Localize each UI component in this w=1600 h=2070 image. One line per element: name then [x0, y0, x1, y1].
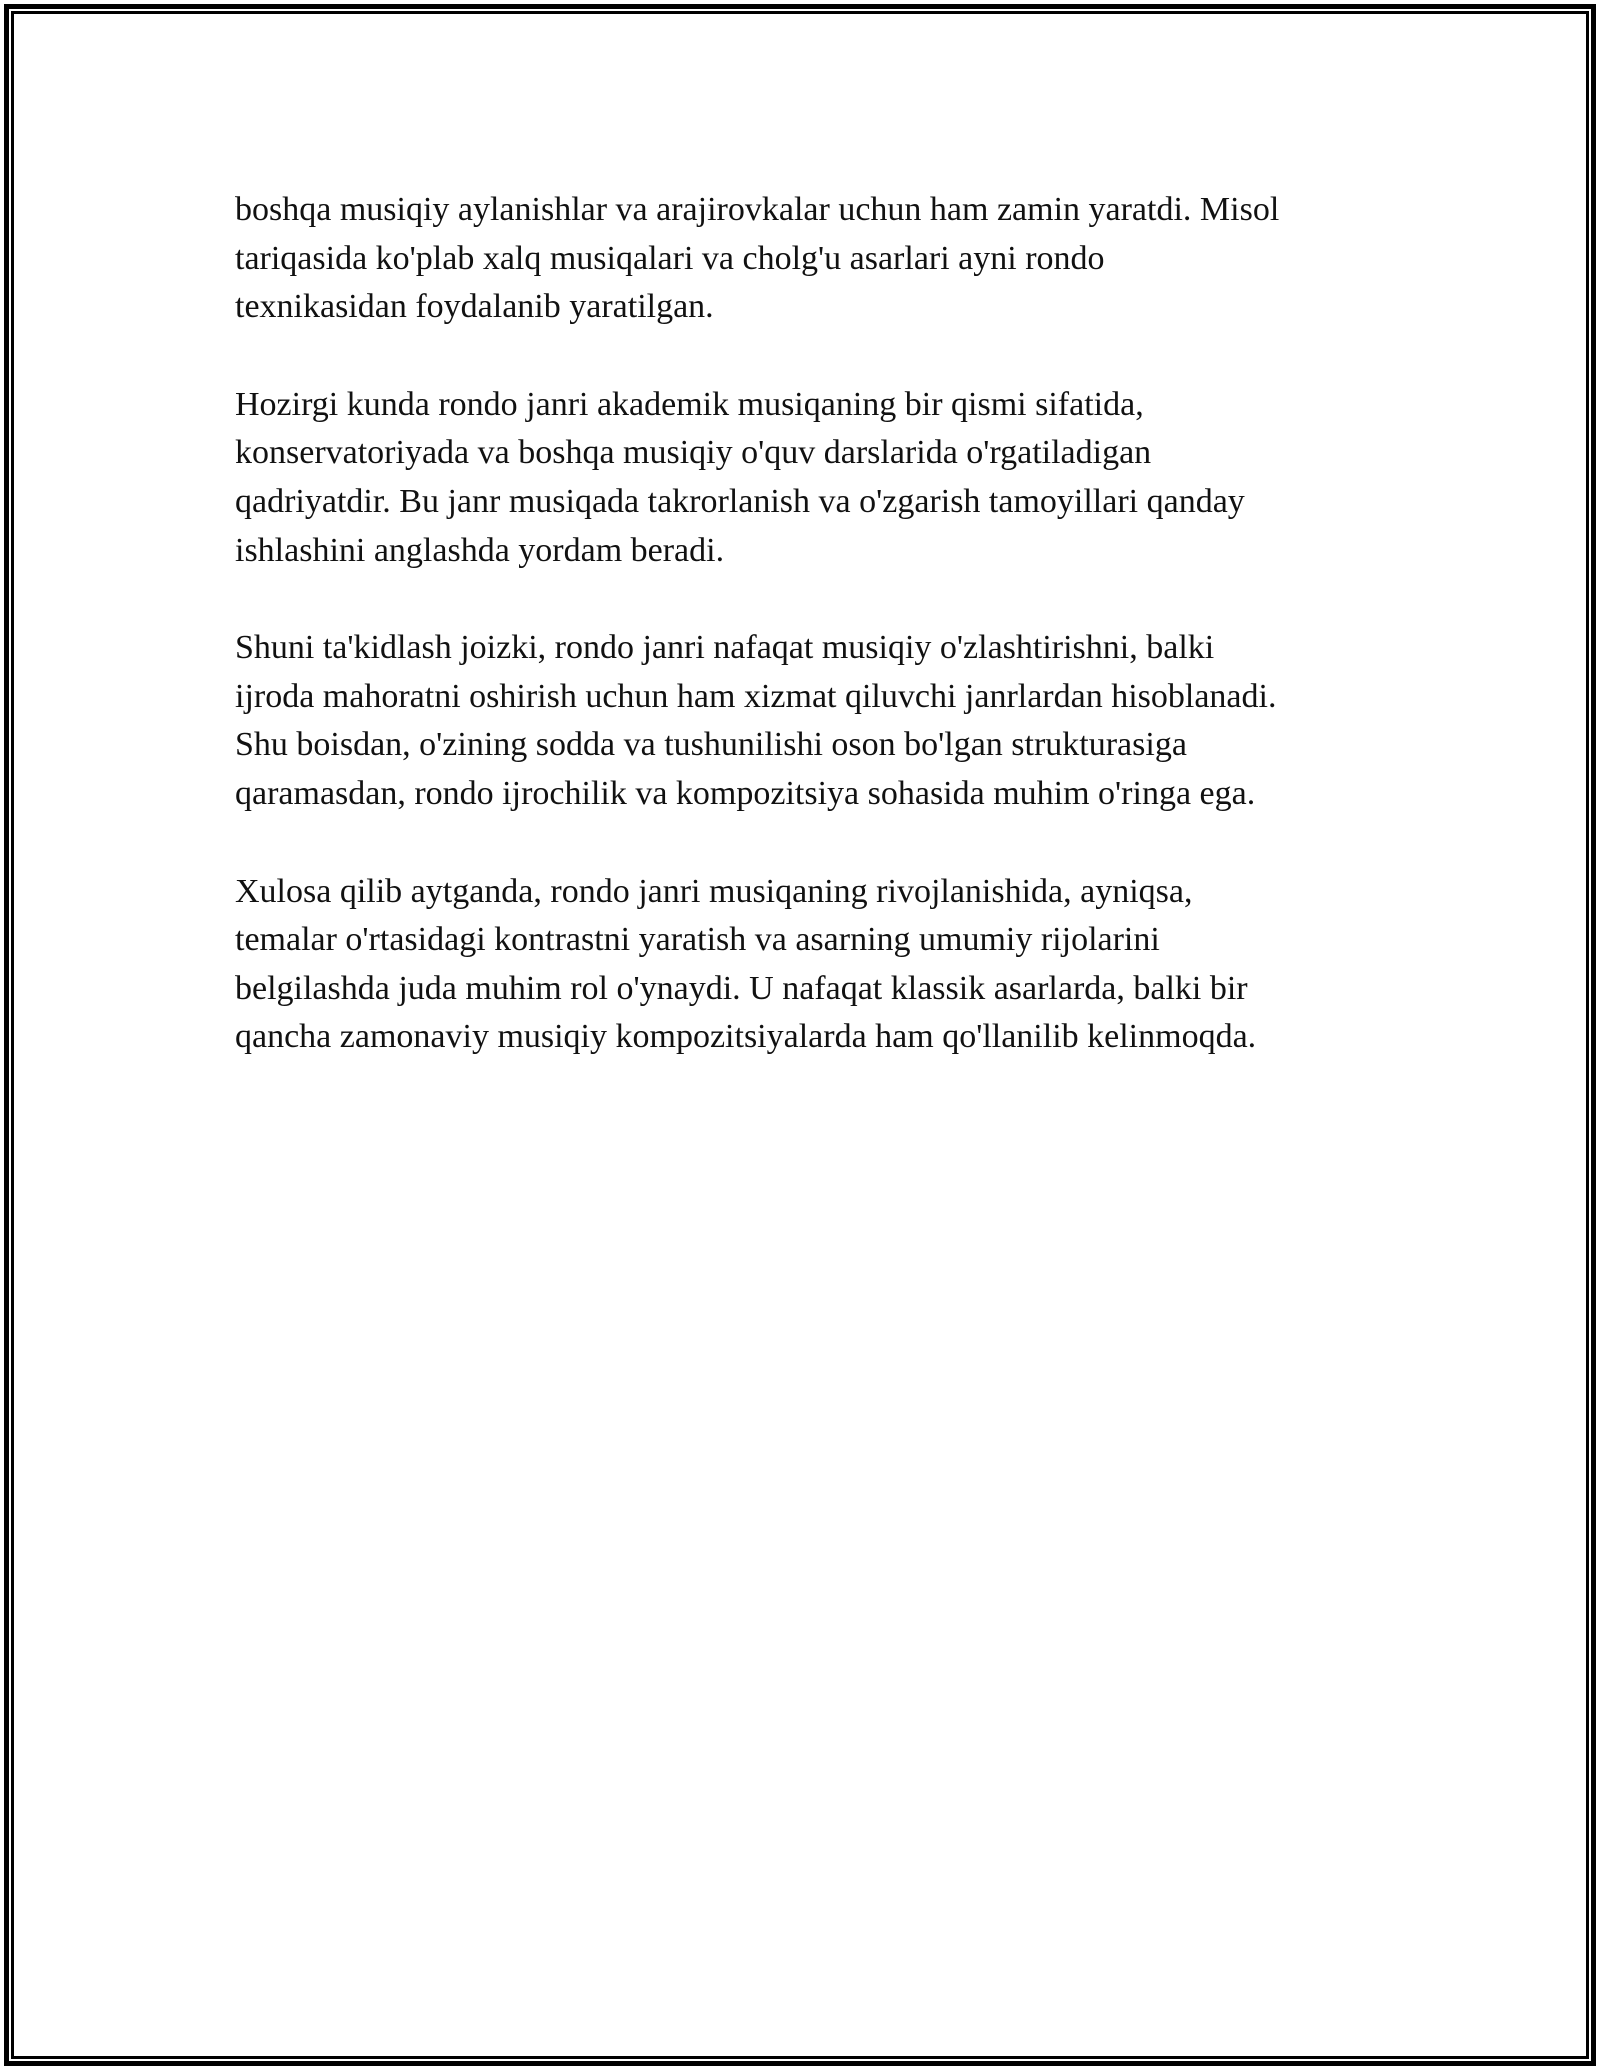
- paragraph: Shuni ta'kidlash joizki, rondo janri nafaqat musiqiy o'zlashtirishni, balki ijroda mahoratni oshirish uchun ham xizmat qiluvchi janrlardan hisoblanadi. Shu boisdan, o'zining sodda va tushunilishi oson bo'lgan strukturasiga qaramasdan, rondo ijrochilik va kompozitsiya sohasida muhim o'ringa ega.: [235, 629, 1277, 812]
- paragraph: Hozirgi kunda rondo janri akademik musiqaning bir qismi sifatida, konservatoriyada va boshqa musiqiy o'quv darslarida o'rgatiladigan qadriyatdir. Bu janr musiqada takrorlanish va o'zgarish tamoyillari qanday ishlashini anglashda yordam beradi.: [235, 385, 1245, 569]
- paragraph: boshqa musiqiy aylanishlar va arajirovkalar uchun ham zamin yaratdi. Misol tariqasida ko'plab xalq musiqalari va cholg'u asarlari ayni rondo texnikasidan foydalanib yaratilgan.: [235, 191, 1280, 326]
- document-body: [235, 186, 1375, 1111]
- paragraph: Xulosa qilib aytganda, rondo janri musiqaning rivojlanishida, ayniqsa, temalar o'rtasidagi kontrastni yaratish va asarning umumiy rijolarini belgilashda juda muhim rol o'ynaydi. U nafaqat klassik asarlarda, balki bir qancha zamonaviy musiqiy kompozitsiyalarda ham qo'llanilib kelinmoqda.: [235, 872, 1257, 1056]
